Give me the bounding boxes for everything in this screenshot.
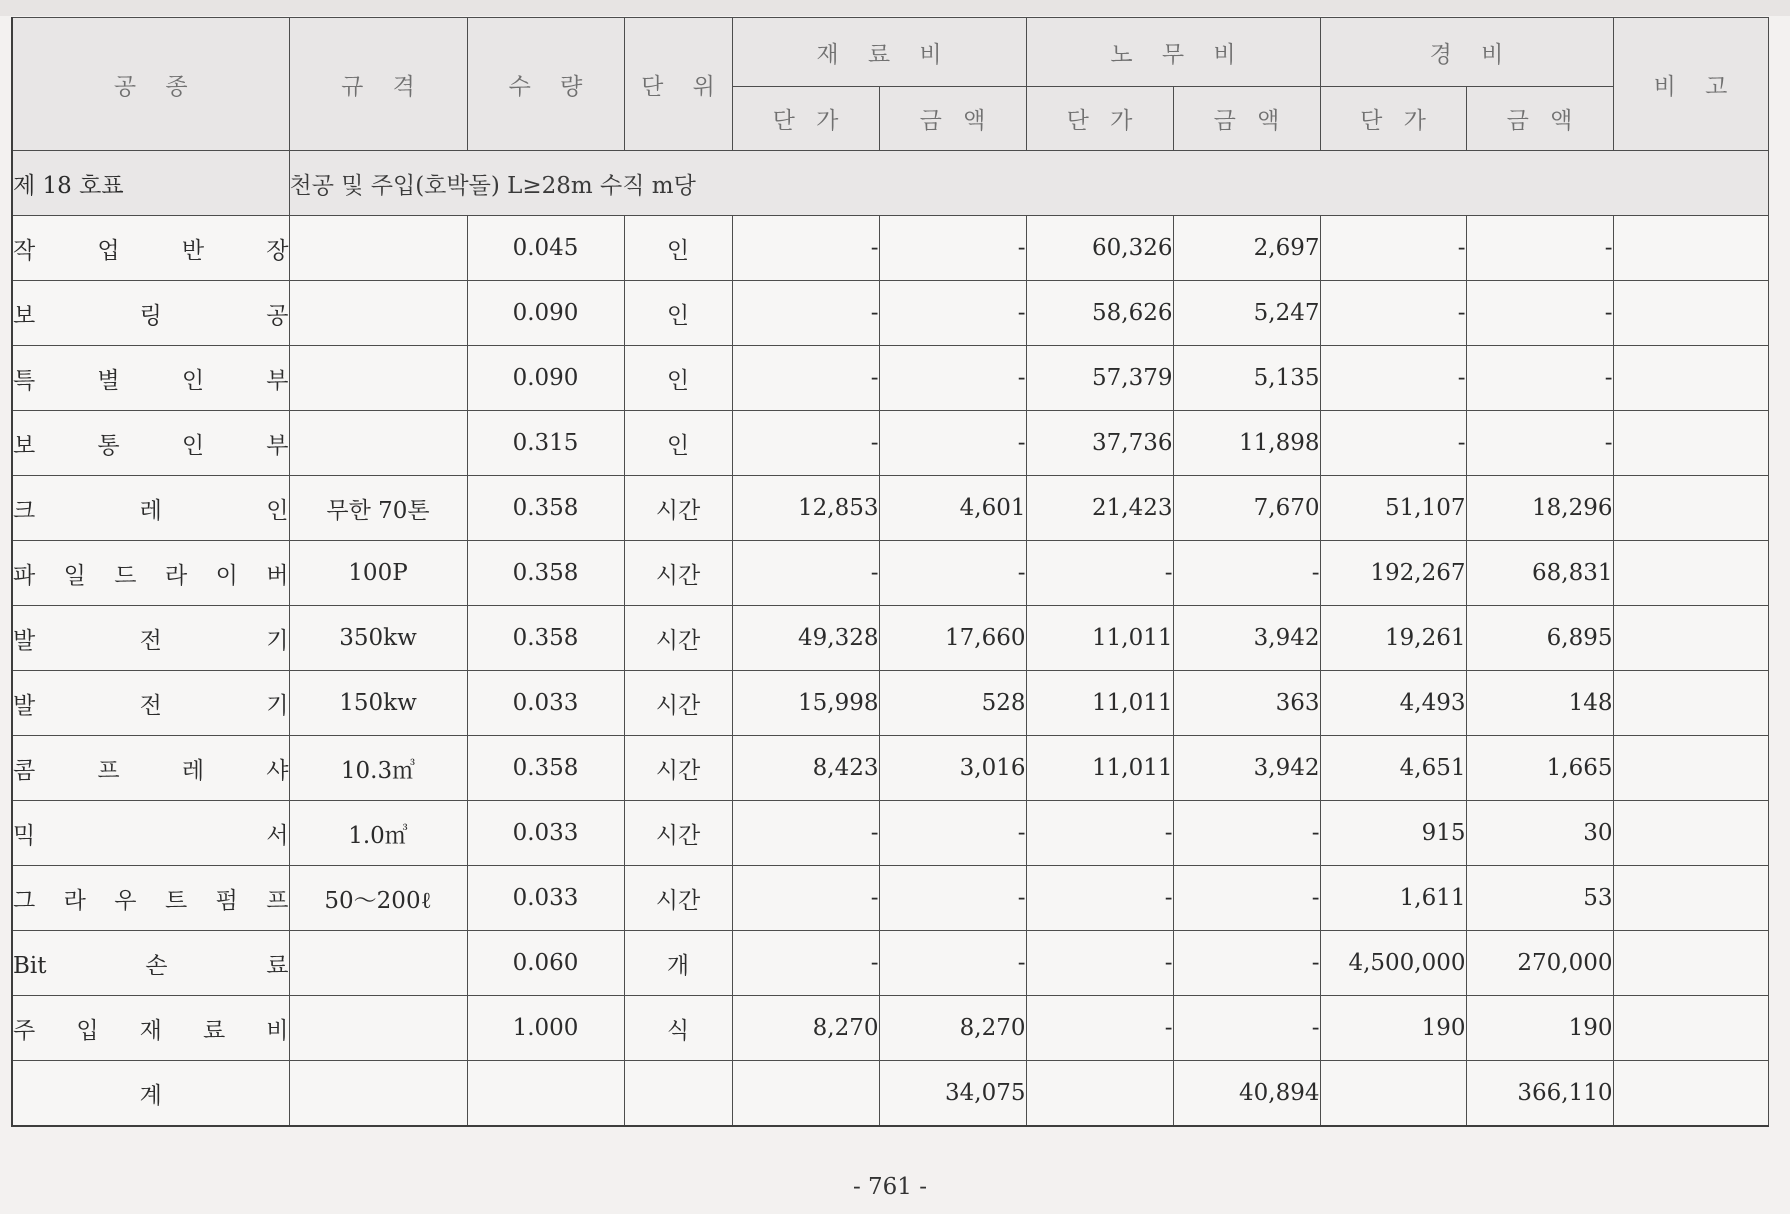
unit-cell: 인 bbox=[624, 281, 732, 346]
expense-unit-price-cell: - bbox=[1320, 216, 1466, 281]
spec-cell: 1.0㎥ bbox=[289, 801, 467, 866]
remarks-cell bbox=[1613, 1061, 1768, 1127]
quantity-cell: 0.358 bbox=[467, 606, 624, 671]
material-unit-price-cell: - bbox=[732, 281, 879, 346]
material-amount-cell: - bbox=[879, 281, 1026, 346]
labor-unit-price-cell: - bbox=[1026, 801, 1173, 866]
expense-amount-cell: 53 bbox=[1466, 866, 1613, 931]
header-material-cost: 재 료 비 bbox=[732, 18, 1026, 87]
header-material-unit-price: 단 가 bbox=[732, 87, 879, 151]
table-row bbox=[12, 346, 1768, 411]
remarks-cell bbox=[1613, 346, 1768, 411]
item-cell: 파 일 드 라 이 버 bbox=[12, 541, 289, 606]
labor-unit-price-cell: - bbox=[1026, 541, 1173, 606]
header-expense-unit-price: 단 가 bbox=[1320, 87, 1466, 151]
quantity-cell: 0.045 bbox=[467, 216, 624, 281]
expense-unit-price-cell: 4,493 bbox=[1320, 671, 1466, 736]
labor-amount-cell: 363 bbox=[1173, 671, 1320, 736]
remarks-cell bbox=[1613, 931, 1768, 996]
table-row bbox=[12, 411, 1768, 476]
unit-cell: 시간 bbox=[624, 866, 732, 931]
remarks-cell bbox=[1613, 411, 1768, 476]
material-unit-price-cell: - bbox=[732, 866, 879, 931]
quantity-cell: 0.033 bbox=[467, 671, 624, 736]
labor-unit-price-cell: 21,423 bbox=[1026, 476, 1173, 541]
labor-amount-cell: 5,247 bbox=[1173, 281, 1320, 346]
expense-unit-price-cell: 1,611 bbox=[1320, 866, 1466, 931]
item-cell: 믹 서 bbox=[12, 801, 289, 866]
labor-unit-price-cell: - bbox=[1026, 931, 1173, 996]
material-amount-cell: 528 bbox=[879, 671, 1026, 736]
labor-amount-cell: - bbox=[1173, 801, 1320, 866]
expense-unit-price-cell: 915 bbox=[1320, 801, 1466, 866]
spec-cell bbox=[289, 1061, 467, 1127]
labor-unit-price-cell bbox=[1026, 1061, 1173, 1127]
table-body bbox=[12, 151, 1768, 1127]
unit-cell: 개 bbox=[624, 931, 732, 996]
labor-unit-price-cell: 11,011 bbox=[1026, 736, 1173, 801]
spec-cell: 100P bbox=[289, 541, 467, 606]
labor-unit-price-cell: 11,011 bbox=[1026, 606, 1173, 671]
expense-amount-cell: - bbox=[1466, 281, 1613, 346]
labor-amount-cell: 5,135 bbox=[1173, 346, 1320, 411]
table-row bbox=[12, 671, 1768, 736]
material-unit-price-cell: - bbox=[732, 346, 879, 411]
unit-cell: 식 bbox=[624, 996, 732, 1061]
unit-cell: 인 bbox=[624, 346, 732, 411]
expense-amount-cell: 148 bbox=[1466, 671, 1613, 736]
item-cell: 그 라 우 트 펌 프 bbox=[12, 866, 289, 931]
labor-amount-cell: - bbox=[1173, 931, 1320, 996]
material-unit-price-cell: 8,270 bbox=[732, 996, 879, 1061]
expense-amount-cell: 190 bbox=[1466, 996, 1613, 1061]
header-labor-unit-price: 단 가 bbox=[1026, 87, 1173, 151]
header-labor-amount: 금 액 bbox=[1173, 87, 1320, 151]
spec-cell bbox=[289, 281, 467, 346]
header-quantity: 수 량 bbox=[467, 18, 624, 151]
expense-unit-price-cell: 4,500,000 bbox=[1320, 931, 1466, 996]
item-cell: 보 통 인 부 bbox=[12, 411, 289, 476]
remarks-cell bbox=[1613, 801, 1768, 866]
table-header bbox=[12, 18, 1768, 151]
quantity-cell: 0.060 bbox=[467, 931, 624, 996]
spec-cell: 150kw bbox=[289, 671, 467, 736]
material-unit-price-cell bbox=[732, 1061, 879, 1127]
labor-unit-price-cell: - bbox=[1026, 866, 1173, 931]
header-remarks: 비 고 bbox=[1613, 18, 1768, 151]
labor-unit-price-cell: 60,326 bbox=[1026, 216, 1173, 281]
item-cell: 작 업 반 장 bbox=[12, 216, 289, 281]
expense-unit-price-cell: - bbox=[1320, 346, 1466, 411]
unit-cell: 시간 bbox=[624, 606, 732, 671]
total-expense-amount: 366,110 bbox=[1466, 1061, 1613, 1127]
expense-unit-price-cell: 192,267 bbox=[1320, 541, 1466, 606]
expense-amount-cell: 68,831 bbox=[1466, 541, 1613, 606]
material-unit-price-cell: - bbox=[732, 931, 879, 996]
expense-amount-cell: 270,000 bbox=[1466, 931, 1613, 996]
labor-unit-price-cell: 58,626 bbox=[1026, 281, 1173, 346]
remarks-cell bbox=[1613, 866, 1768, 931]
material-amount-cell: 3,016 bbox=[879, 736, 1026, 801]
header-material-amount: 금 액 bbox=[879, 87, 1026, 151]
remarks-cell bbox=[1613, 541, 1768, 606]
labor-unit-price-cell: 57,379 bbox=[1026, 346, 1173, 411]
material-amount-cell: - bbox=[879, 801, 1026, 866]
material-unit-price-cell: 15,998 bbox=[732, 671, 879, 736]
table-row bbox=[12, 281, 1768, 346]
labor-unit-price-cell: 11,011 bbox=[1026, 671, 1173, 736]
material-amount-cell: 4,601 bbox=[879, 476, 1026, 541]
expense-amount-cell: 18,296 bbox=[1466, 476, 1613, 541]
labor-amount-cell: - bbox=[1173, 541, 1320, 606]
total-label: 계 bbox=[12, 1061, 289, 1127]
material-amount-cell: - bbox=[879, 346, 1026, 411]
expense-amount-cell: - bbox=[1466, 346, 1613, 411]
quantity-cell: 0.358 bbox=[467, 736, 624, 801]
material-unit-price-cell: - bbox=[732, 801, 879, 866]
spec-cell bbox=[289, 216, 467, 281]
quantity-cell: 0.315 bbox=[467, 411, 624, 476]
table-row bbox=[12, 931, 1768, 996]
expense-unit-price-cell: 51,107 bbox=[1320, 476, 1466, 541]
expense-unit-price-cell: 190 bbox=[1320, 996, 1466, 1061]
quantity-cell: 0.033 bbox=[467, 866, 624, 931]
total-labor-amount: 40,894 bbox=[1173, 1061, 1320, 1127]
expense-unit-price-cell bbox=[1320, 1061, 1466, 1127]
spec-cell bbox=[289, 996, 467, 1061]
unit-cell: 시간 bbox=[624, 476, 732, 541]
labor-amount-cell: 2,697 bbox=[1173, 216, 1320, 281]
expense-amount-cell: 6,895 bbox=[1466, 606, 1613, 671]
spec-cell bbox=[289, 411, 467, 476]
quantity-cell: 0.090 bbox=[467, 346, 624, 411]
table-row bbox=[12, 801, 1768, 866]
spec-cell bbox=[289, 931, 467, 996]
unit-cell: 인 bbox=[624, 216, 732, 281]
unit-cell: 시간 bbox=[624, 801, 732, 866]
table-row bbox=[12, 736, 1768, 801]
material-amount-cell: - bbox=[879, 931, 1026, 996]
table-number-label: 제 18 호표 bbox=[12, 151, 289, 216]
item-cell: 주 입 재 료 비 bbox=[12, 996, 289, 1061]
table-number-row bbox=[12, 151, 1768, 216]
labor-unit-price-cell: - bbox=[1026, 996, 1173, 1061]
table-row bbox=[12, 996, 1768, 1061]
unit-cell: 시간 bbox=[624, 736, 732, 801]
unit-cell: 시간 bbox=[624, 671, 732, 736]
material-unit-price-cell: 49,328 bbox=[732, 606, 879, 671]
item-cell: Bit 손 료 bbox=[12, 931, 289, 996]
remarks-cell bbox=[1613, 476, 1768, 541]
item-cell: 콤 프 레 샤 bbox=[12, 736, 289, 801]
expense-amount-cell: - bbox=[1466, 411, 1613, 476]
material-unit-price-cell: - bbox=[732, 411, 879, 476]
unit-cell bbox=[624, 1061, 732, 1127]
quantity-cell: 1.000 bbox=[467, 996, 624, 1061]
remarks-cell bbox=[1613, 606, 1768, 671]
material-amount-cell: 8,270 bbox=[879, 996, 1026, 1061]
material-unit-price-cell: - bbox=[732, 216, 879, 281]
page-number: - 761 - bbox=[852, 1174, 928, 1200]
spec-cell: 50～200ℓ bbox=[289, 866, 467, 931]
expense-unit-price-cell: - bbox=[1320, 411, 1466, 476]
material-amount-cell: - bbox=[879, 866, 1026, 931]
labor-unit-price-cell: 37,736 bbox=[1026, 411, 1173, 476]
header-unit: 단 위 bbox=[624, 18, 732, 151]
material-amount-cell: - bbox=[879, 411, 1026, 476]
expense-unit-price-cell: - bbox=[1320, 281, 1466, 346]
quantity-cell: 0.033 bbox=[467, 801, 624, 866]
header-spec: 규 격 bbox=[289, 18, 467, 151]
labor-amount-cell: 3,942 bbox=[1173, 606, 1320, 671]
item-cell: 발 전 기 bbox=[12, 606, 289, 671]
material-unit-price-cell: - bbox=[732, 541, 879, 606]
remarks-cell bbox=[1613, 281, 1768, 346]
material-amount-cell: - bbox=[879, 541, 1026, 606]
table-row bbox=[12, 606, 1768, 671]
table-row bbox=[12, 476, 1768, 541]
table-row bbox=[12, 216, 1768, 281]
quantity-cell: 0.358 bbox=[467, 476, 624, 541]
scan-top-edge bbox=[0, 0, 1790, 16]
quantity-cell: 0.090 bbox=[467, 281, 624, 346]
header-work-type: 공 종 bbox=[12, 18, 289, 151]
material-amount-cell: - bbox=[879, 216, 1026, 281]
remarks-cell bbox=[1613, 736, 1768, 801]
spec-cell: 무한 70톤 bbox=[289, 476, 467, 541]
header-labor-cost: 노 무 비 bbox=[1026, 18, 1320, 87]
expense-amount-cell: 1,665 bbox=[1466, 736, 1613, 801]
table-row bbox=[12, 866, 1768, 931]
spec-cell bbox=[289, 346, 467, 411]
spec-cell: 350kw bbox=[289, 606, 467, 671]
total-row bbox=[12, 1061, 1768, 1127]
unit-cell: 인 bbox=[624, 411, 732, 476]
spec-cell: 10.3㎥ bbox=[289, 736, 467, 801]
labor-amount-cell: - bbox=[1173, 996, 1320, 1061]
table-title: 천공 및 주입(호박돌) L≥28m 수직 m당 bbox=[289, 151, 1768, 216]
expense-amount-cell: 30 bbox=[1466, 801, 1613, 866]
material-unit-price-cell: 12,853 bbox=[732, 476, 879, 541]
labor-amount-cell: 7,670 bbox=[1173, 476, 1320, 541]
header-expense: 경 비 bbox=[1320, 18, 1613, 87]
labor-amount-cell: 3,942 bbox=[1173, 736, 1320, 801]
quantity-cell: 0.358 bbox=[467, 541, 624, 606]
unit-cell: 시간 bbox=[624, 541, 732, 606]
expense-unit-price-cell: 19,261 bbox=[1320, 606, 1466, 671]
material-amount-cell: 17,660 bbox=[879, 606, 1026, 671]
labor-amount-cell: - bbox=[1173, 866, 1320, 931]
expense-amount-cell: - bbox=[1466, 216, 1613, 281]
remarks-cell bbox=[1613, 996, 1768, 1061]
cost-breakdown-table bbox=[11, 17, 1769, 1127]
total-material-amount: 34,075 bbox=[879, 1061, 1026, 1127]
item-cell: 특 별 인 부 bbox=[12, 346, 289, 411]
item-cell: 발 전 기 bbox=[12, 671, 289, 736]
expense-unit-price-cell: 4,651 bbox=[1320, 736, 1466, 801]
remarks-cell bbox=[1613, 671, 1768, 736]
remarks-cell bbox=[1613, 216, 1768, 281]
labor-amount-cell: 11,898 bbox=[1173, 411, 1320, 476]
header-row-top bbox=[12, 18, 1768, 87]
item-cell: 보 링 공 bbox=[12, 281, 289, 346]
table-row bbox=[12, 541, 1768, 606]
header-expense-amount: 금 액 bbox=[1466, 87, 1613, 151]
item-cell: 크 레 인 bbox=[12, 476, 289, 541]
quantity-cell bbox=[467, 1061, 624, 1127]
material-unit-price-cell: 8,423 bbox=[732, 736, 879, 801]
